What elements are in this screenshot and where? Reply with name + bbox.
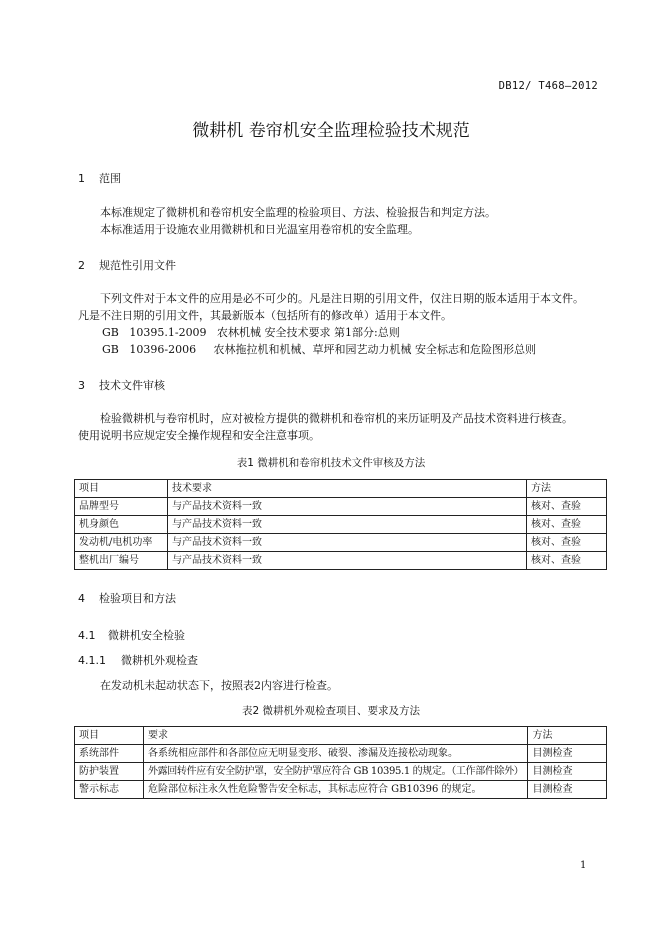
table-cell: 机身颜色 (75, 516, 168, 534)
section-3-para-line-1: 检验微耕机与卷帘机时，应对被检方提供的微耕机和卷帘机的来历证明及产品技术资料进行核查。 (100, 412, 573, 425)
table-header-cell: 要求 (143, 727, 527, 745)
section-number: 1 (78, 172, 85, 185)
section-number: 4 (78, 592, 85, 605)
table-row (75, 552, 607, 570)
table-cell: 核对、查验 (527, 516, 607, 534)
table-1-caption: 表1 微耕机和卷帘机技术文件审核及方法 (236, 457, 426, 469)
section-2-para-line-1: 下列文件对于本文件的应用是必不可少的。凡是注日期的引用文件，仅注日期的版本适用于本文件。 (100, 292, 584, 305)
table-cell: 系统部件 (75, 745, 144, 763)
standard-number: DB12/ T468—2012 (498, 80, 598, 92)
table-row (75, 781, 607, 799)
section-2-para-line-2: 凡是不注日期的引用文件，其最新版本（包括所有的修改单）适用于本文件。 (78, 309, 452, 322)
table-cell: 目测检查 (528, 781, 607, 799)
section-2-heading (78, 257, 176, 273)
table-cell: 发动机/电机功率 (75, 534, 168, 552)
section-title: 微耕机安全检验 (108, 629, 185, 642)
table-1 (74, 479, 607, 570)
section-1-para-1: 本标准规定了微耕机和卷帘机安全监理的检验项目、方法、检验报告和判定方法。 (100, 206, 496, 219)
table-header-cell: 方法 (528, 727, 607, 745)
table-cell: 各系统相应部件和各部位应无明显变形、破裂、渗漏及连接松动现象。 (143, 745, 527, 763)
table-cell: 品牌型号 (75, 498, 168, 516)
table-cell: 核对、查验 (527, 534, 607, 552)
section-number: 2 (78, 259, 85, 272)
table-row (75, 745, 607, 763)
table-cell: 目测检查 (528, 763, 607, 781)
section-title: 规范性引用文件 (99, 259, 176, 272)
section-4-1-1-heading (78, 652, 198, 668)
table-cell: 外露回转件应有安全防护罩，安全防护罩应符合 GB 10395.1 的规定。（工作部件除外） (143, 763, 527, 781)
section-1-para-2: 本标准适用于设施农业用微耕机和日光温室用卷帘机的安全监理。 (100, 223, 419, 236)
table-cell: 核对、查验 (527, 552, 607, 570)
section-3-heading (78, 377, 165, 393)
table-header-cell: 方法 (527, 480, 607, 498)
table-header-cell: 技术要求 (167, 480, 526, 498)
table-cell: 防护装置 (75, 763, 144, 781)
table-cell: 核对、查验 (527, 498, 607, 516)
section-4-1-1-para: 在发动机未起动状态下，按照表2内容进行检查。 (100, 679, 338, 692)
section-number: 4.1 (78, 629, 96, 642)
section-4-1-heading (78, 627, 185, 643)
table-cell: 整机出厂编号 (75, 552, 168, 570)
section-number: 4.1.1 (78, 654, 106, 667)
section-title: 范围 (99, 172, 121, 185)
section-title: 技术文件审核 (99, 379, 165, 392)
table-cell: 目测检查 (528, 745, 607, 763)
table-header-row (75, 727, 607, 745)
table-header-cell: 项目 (75, 480, 168, 498)
section-4-heading (78, 590, 176, 606)
section-title: 微耕机外观检查 (121, 654, 198, 667)
table-cell: 与产品技术资料一致 (167, 534, 526, 552)
section-number: 3 (78, 379, 85, 392)
table-header-cell: 项目 (75, 727, 144, 745)
page-number: 1 (580, 860, 587, 871)
section-3-para-line-2: 使用说明书应规定安全操作规程和安全注意事项。 (78, 429, 320, 442)
reference-item: GB 10396-2006 农林拖拉机和机械、草坪和园艺动力机械 安全标志和危险图形总则 (102, 343, 537, 356)
table-cell: 与产品技术资料一致 (167, 498, 526, 516)
table-cell: 与产品技术资料一致 (167, 552, 526, 570)
table-row (75, 534, 607, 552)
table-row (75, 516, 607, 534)
table-2-caption: 表2 微耕机外观检查项目、要求及方法 (241, 705, 421, 717)
table-cell: 与产品技术资料一致 (167, 516, 526, 534)
document-title: 微耕机 卷帘机安全监理检验技术规范 (192, 121, 470, 141)
table-cell: 警示标志 (75, 781, 144, 799)
table-cell: 危险部位标注永久性危险警告安全标志，其标志应符合 GB10396 的规定。 (143, 781, 527, 799)
section-1-heading (78, 170, 121, 186)
table-row (75, 763, 607, 781)
table-row (75, 498, 607, 516)
section-title: 检验项目和方法 (99, 592, 176, 605)
reference-item: GB 10395.1-2009 农林机械 安全技术要求 第1部分:总则 (102, 326, 400, 339)
table-header-row (75, 480, 607, 498)
table-2 (74, 726, 607, 799)
